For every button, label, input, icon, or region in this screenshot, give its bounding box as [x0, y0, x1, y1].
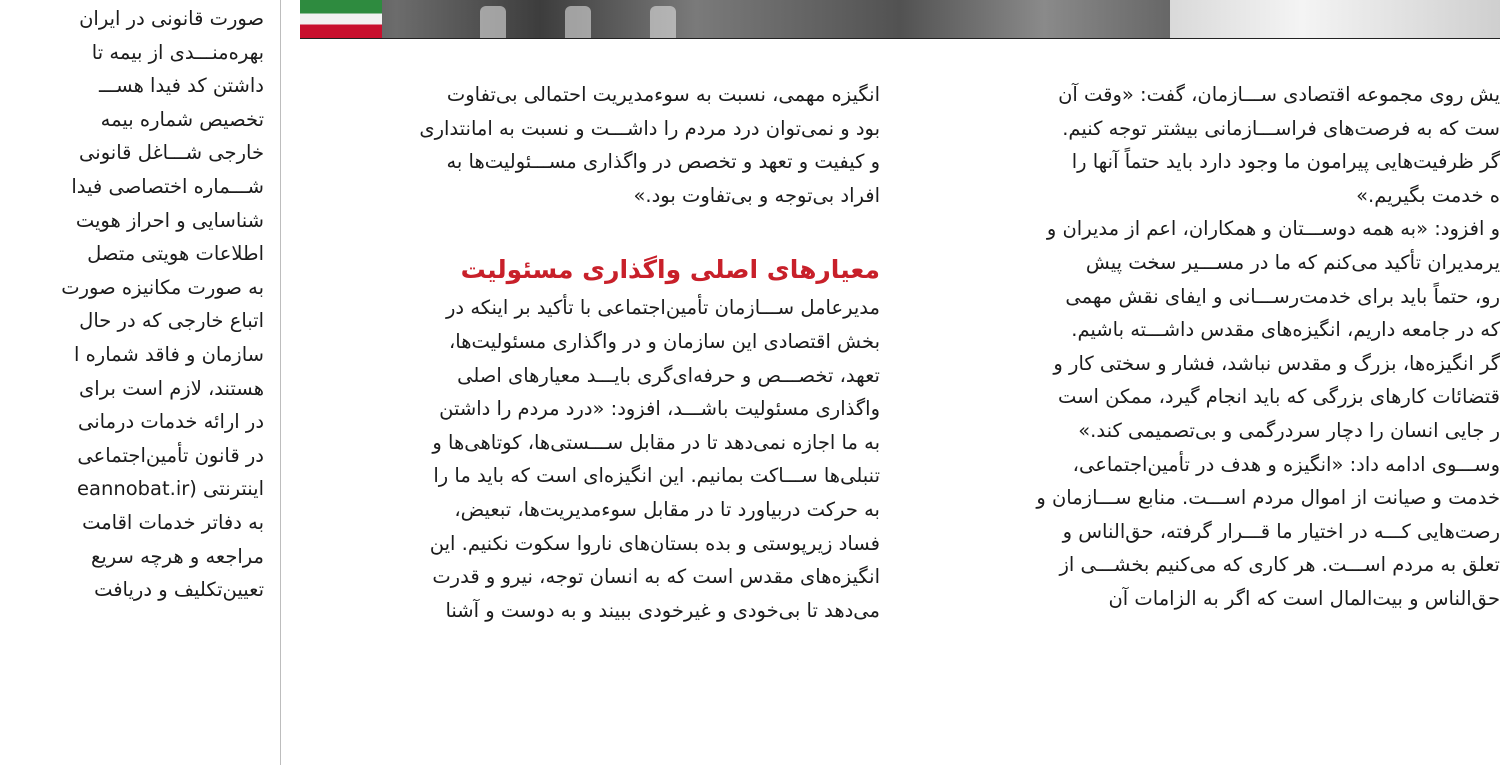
text-line: که در جامعه داریم، انگیزه‌های مقدس داشـــته باشیم. [1071, 318, 1500, 342]
text-line: در قانون تأمین‌اجتماعی [77, 443, 264, 467]
text-line: انگیزه مهمی، نسبت به سوءمدیریت احتمالی بی‌تفاوت [446, 83, 880, 106]
paragraph-gap [300, 212, 880, 249]
text-line: به حرکت دربیاورد تا در مقابل سوءمدیریت‌ها، تبعیض، [454, 497, 880, 521]
text-line: بخش اقتصادی این سازمان و در واگذاری مسئولیت‌ها، [448, 329, 880, 353]
text-line: داشتن کد فیدا هســـ [99, 74, 264, 98]
text-line: و کیفیت و تعهد و تخصص در واگذاری مســـئولیت‌ها به [446, 150, 880, 174]
text-line: هستند، لازم است برای [79, 376, 264, 400]
text-line: مراجعه و هرچه سریع [90, 544, 264, 568]
text-line: شـــماره اختصاصی فیدا [71, 174, 264, 198]
text-line: و افزود: «به همه دوســـتان و همکاران، اعم از مدیران و [1046, 217, 1500, 241]
text-line: به ما اجازه نمی‌دهد تا در مقابل ســـستی‌ها، کوتاهی‌ها و [432, 430, 880, 454]
text-line: سازمان و فاقد شماره ا [73, 342, 264, 366]
text-line: یش روی مجموعه اقتصادی ســـازمان، گفت: «وقت آن [1058, 83, 1500, 106]
text-line: ر جایی انسان را دچار سردرگمی و بی‌تصمیمی کند.» [1078, 418, 1500, 442]
text-line: ست که به فرصت‌های فراســـازمانی بیشتر توجه کنیم. [1062, 116, 1500, 140]
text-line: خارجی شـــاغل قانونی [79, 141, 264, 165]
text-line: گر انگیزه‌ها، بزرگ و مقدس نباشد، فشار و سختی کار و [1053, 351, 1500, 375]
article-photo [300, 0, 1500, 39]
text-line: بود و نمی‌توان درد مردم را داشـــت و نسبت به امانتداری [419, 116, 880, 140]
text-line: اتباع خارجی که در حال [79, 309, 264, 333]
text-line: تعیین‌تکلیف و دریافت [94, 578, 264, 602]
text-line: به صورت مکانیزه صورت [61, 275, 264, 299]
text-line: حق‌الناس و بیت‌المال است که اگر به الزامات آن [1108, 586, 1500, 610]
text-line: قتضائات کارهای بزرگی که باید انجام گیرد، ممکن است [1058, 385, 1500, 409]
text-line: تعهد، تخصـــص و حرفه‌ای‌گری بایـــد معیارهای اصلی [457, 363, 880, 387]
section-subheading: معیارهای اصلی واگذاری مسئولیت [460, 255, 880, 285]
text-line: تنبلی‌ها ســـاکت بمانیم. این انگیزه‌ای است که باید ما را [433, 464, 880, 488]
water-bottle-image [480, 6, 506, 38]
flag-image [300, 0, 382, 38]
text-line: می‌دهد تا بی‌خودی و غیرخودی ببیند و به دوست و آشنا [445, 598, 880, 622]
text-line: وســـوی ادامه داد: «انگیزه و هدف در تأمین‌اجتماعی، [1072, 452, 1500, 476]
text-line: تعلق به مردم اســـت. هر کاری که می‌کنیم بخشـــی از [1059, 553, 1500, 577]
water-bottle-image [565, 6, 591, 38]
article-column-middle [300, 78, 880, 627]
text-line: اطلاعات هویتی متصل [87, 242, 264, 266]
text-line: اینترنتی (eannobat.ir [77, 477, 264, 501]
water-bottle-image [650, 6, 676, 38]
text-line: مدیرعامل ســـازمان تأمین‌اجتماعی با تأکید بر اینکه در [446, 296, 880, 320]
text-line: یرمدیران تأکید می‌کنم که ما در مســـیر سخت پیش [1085, 250, 1500, 274]
text-line: ه خدمت بگیریم.» [1356, 183, 1500, 207]
text-line: تخصیص شماره بیمه [100, 107, 264, 131]
column-divider [280, 0, 281, 765]
text-line: رصت‌هایی کـــه در اختیار ما قـــرار گرفته، حق‌الناس و [1062, 519, 1500, 543]
text-line: فساد زیرپوستی و بده بستان‌های ناروا سکوت نکنیم. این [429, 531, 880, 555]
text-line: افراد بی‌توجه و بی‌تفاوت بود.» [633, 183, 880, 207]
text-line: در ارائه خدمات درمانی [77, 410, 264, 434]
article-column-left [0, 2, 264, 765]
text-line: شناسایی و احراز هویت [75, 208, 264, 232]
text-line: به دفاتر خدمات اقامت [82, 510, 264, 534]
window-background [1170, 0, 1500, 38]
text-line: صورت قانونی در ایران [79, 7, 264, 30]
text-line: انگیزه‌های مقدس است که به انسان توجه، نیرو و قدرت [432, 565, 880, 589]
text-line: خدمت و صیانت از اموال مردم اســـت. منابع ســـازمان و [1036, 486, 1500, 510]
article-column-right [928, 78, 1500, 616]
text-line: گر ظرفیت‌هایی پیرامون ما وجود دارد باید حتماً آنها را [1071, 150, 1500, 174]
text-line: واگذاری مسئولیت باشـــد، افزود: «درد مردم را داشتن [439, 397, 880, 421]
text-line: بهره‌منـــدی از بیمه تا [91, 40, 264, 64]
text-line: رو، حتماً باید برای خدمت‌رســـانی و ایفای نقش مهمی [1065, 284, 1500, 308]
